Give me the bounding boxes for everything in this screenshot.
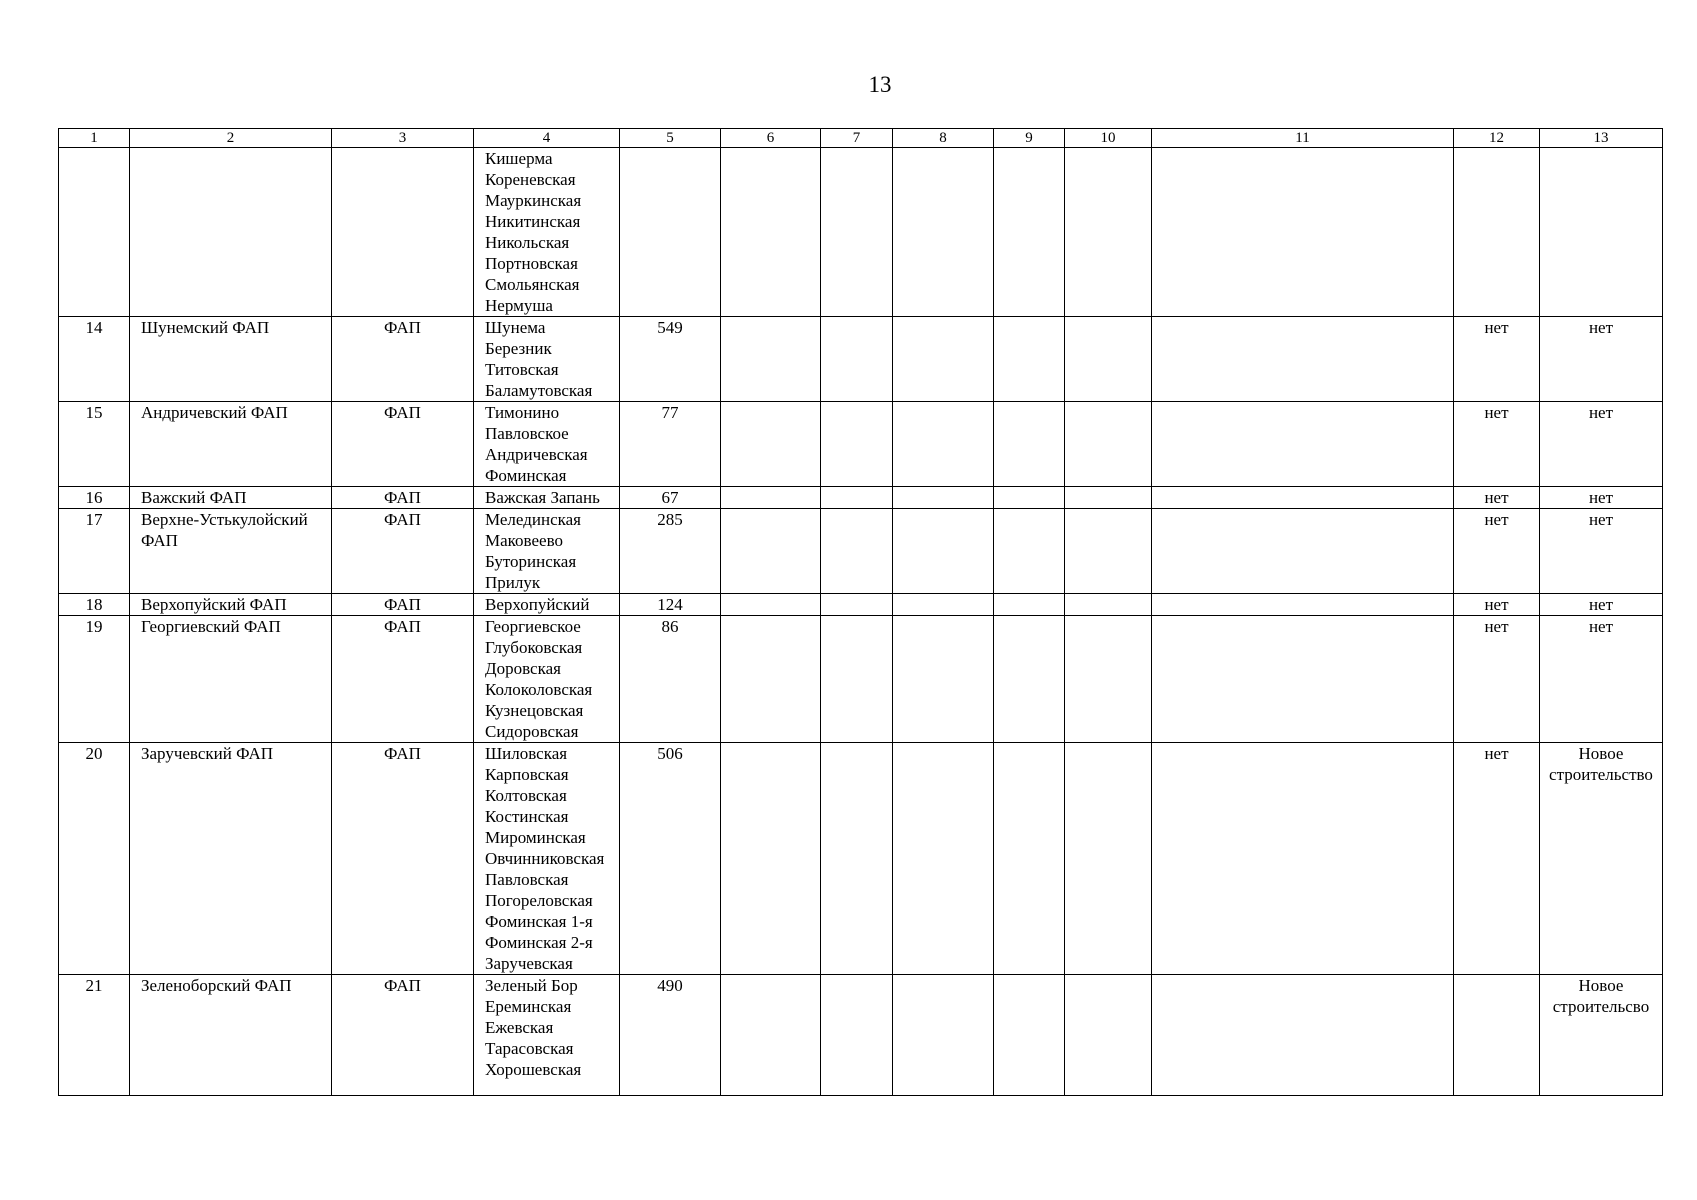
facility-name-cell: Верхопуйский ФАП [130,594,332,616]
column-12-cell: нет [1454,402,1540,487]
row-number-cell: 14 [59,317,130,402]
column-6-cell [721,743,821,975]
column-8-cell [893,594,994,616]
table-row [59,317,1663,402]
facility-type-cell: ФАП [332,487,474,509]
settlement-name: Ежевская [485,1018,554,1037]
column-number-row [59,129,1663,148]
settlement-name: Погореловская [485,891,593,910]
column-9-cell [994,975,1065,1096]
settlement-name: Павловская [485,870,569,889]
facility-type-cell: ФАП [332,975,474,1096]
facility-name-cell: Георгиевский ФАП [130,616,332,743]
facility-name-cell: Верхне-Устькулойский ФАП [130,509,332,594]
settlement-name: Маковеево [485,531,563,550]
table-row [59,616,1663,743]
column-13-cell [1540,148,1663,317]
column-10-cell [1065,594,1152,616]
column-13-cell [1540,975,1663,1096]
population-cell: 86 [620,616,721,743]
column-13-text: нет [1588,510,1614,529]
column-8-cell [893,487,994,509]
column-header: 8 [893,129,994,148]
facility-name-cell: Зеленоборский ФАП [130,975,332,1096]
settlement-name: Андричевская [485,445,588,464]
column-8-cell [893,509,994,594]
settlement-name: Портновская [485,254,578,273]
column-13-text: Новое [1578,976,1624,995]
settlement-name: Верхопуйский [485,595,590,614]
column-13-text: нет [1588,318,1614,337]
row-number-cell: 21 [59,975,130,1096]
column-13-text: нет [1588,403,1614,422]
settlement-name: Важская Запань [485,488,600,507]
column-6-cell [721,402,821,487]
column-10-cell [1065,975,1152,1096]
column-header: 11 [1152,129,1454,148]
population-cell: 285 [620,509,721,594]
settlement-name: Карповская [485,765,569,784]
settlement-name: Колоколовская [485,680,593,699]
facility-type-cell: ФАП [332,616,474,743]
column-6-cell [721,317,821,402]
column-10-cell [1065,616,1152,743]
column-13-cell [1540,487,1663,509]
settlement-name: Ереминская [485,997,572,1016]
settlement-name: Никольская [485,233,570,252]
column-13-cell [1540,616,1663,743]
facility-type-cell: ФАП [332,402,474,487]
column-9-cell [994,148,1065,317]
column-8-cell [893,743,994,975]
column-11-cell [1152,594,1454,616]
column-9-cell [994,487,1065,509]
settlement-name: Фоминская [485,466,567,485]
column-6-cell [721,975,821,1096]
column-8-cell [893,616,994,743]
column-13-cell [1540,743,1663,975]
settlements-cell [474,148,620,317]
column-13-cell [1540,509,1663,594]
settlements-cell [474,975,620,1096]
settlement-name: Нермуша [485,296,553,315]
settlements-cell [474,743,620,975]
table-row [59,975,1663,1096]
settlement-name: Костинская [485,807,569,826]
column-header: 9 [994,129,1065,148]
population-cell: 67 [620,487,721,509]
column-8-cell [893,317,994,402]
settlement-name: Павловское [485,424,569,443]
facility-type-cell: ФАП [332,594,474,616]
settlements-cell [474,402,620,487]
column-8-cell [893,148,994,317]
settlement-name: Доровская [485,659,561,678]
settlement-name: Колтовская [485,786,567,805]
settlement-name: Шиловская [485,744,568,763]
column-13-text: нет [1588,488,1614,507]
column-13-text: Новое [1578,744,1624,763]
settlement-name: Хорошевская [485,1060,582,1079]
settlement-name: Мелединская [485,510,581,529]
column-11-cell [1152,975,1454,1096]
column-10-cell [1065,509,1152,594]
settlements-cell [474,317,620,402]
settlement-name: Глубоковская [485,638,583,657]
column-12-cell: нет [1454,509,1540,594]
table-row [59,743,1663,975]
column-7-cell [821,509,893,594]
column-6-cell [721,509,821,594]
column-7-cell [821,975,893,1096]
column-12-cell [1454,975,1540,1096]
settlements-cell [474,594,620,616]
settlement-name: Сидоровская [485,722,579,741]
facilities-table [58,128,1663,1096]
facility-type-cell: ФАП [332,509,474,594]
column-header: 4 [474,129,620,148]
column-6-cell [721,487,821,509]
column-13-text: строительство [1549,765,1653,784]
column-9-cell [994,317,1065,402]
column-7-cell [821,616,893,743]
row-number-cell: 19 [59,616,130,743]
table-body [59,148,1663,1096]
row-number-cell: 16 [59,487,130,509]
column-6-cell [721,148,821,317]
population-cell [620,148,721,317]
settlement-name: Мироминская [485,828,586,847]
column-header: 13 [1540,129,1663,148]
facility-name-cell: Шунемский ФАП [130,317,332,402]
settlement-name: Шунема [485,318,546,337]
column-9-cell [994,616,1065,743]
column-12-cell: нет [1454,743,1540,975]
column-12-cell: нет [1454,317,1540,402]
table-row [59,594,1663,616]
table-row [59,402,1663,487]
column-header: 3 [332,129,474,148]
population-cell: 506 [620,743,721,975]
facility-type-cell: ФАП [332,743,474,975]
column-7-cell [821,487,893,509]
settlement-name: Георгиевское [485,617,581,636]
column-7-cell [821,594,893,616]
column-header: 5 [620,129,721,148]
column-10-cell [1065,487,1152,509]
population-cell: 77 [620,402,721,487]
facility-type-cell [332,148,474,317]
table-row [59,487,1663,509]
settlement-name: Смольянская [485,275,580,294]
settlement-name: Фоминская 1-я [485,912,593,931]
column-13-text: нет [1588,595,1614,614]
table-row [59,509,1663,594]
column-13-cell [1540,402,1663,487]
column-header: 6 [721,129,821,148]
settlement-name: Тимонино [485,403,560,422]
settlement-name: Зеленый Бор [485,976,578,995]
column-7-cell [821,402,893,487]
column-header: 7 [821,129,893,148]
settlement-name: Никитинская [485,212,581,231]
facility-name-cell: Заручевский ФАП [130,743,332,975]
page-number: 13 [868,72,892,97]
settlement-name: Овчинниковская [485,849,605,868]
column-11-cell [1152,402,1454,487]
column-11-cell [1152,317,1454,402]
settlement-name: Титовская [485,360,559,379]
column-9-cell [994,509,1065,594]
column-11-cell [1152,148,1454,317]
row-number-cell: 15 [59,402,130,487]
column-10-cell [1065,402,1152,487]
column-9-cell [994,743,1065,975]
column-header: 1 [59,129,130,148]
column-6-cell [721,616,821,743]
population-cell: 549 [620,317,721,402]
table-row [59,148,1663,317]
column-header: 10 [1065,129,1152,148]
settlements-cell [474,487,620,509]
row-number-cell [59,148,130,317]
column-11-cell [1152,616,1454,743]
column-11-cell [1152,487,1454,509]
column-header: 2 [130,129,332,148]
settlement-name: Баламутовская [485,381,593,400]
column-12-cell: нет [1454,616,1540,743]
settlement-name: Фоминская 2-я [485,933,593,952]
settlement-name: Прилук [485,573,541,592]
facility-name-cell [130,148,332,317]
row-number-cell: 17 [59,509,130,594]
column-13-text: строительсво [1552,997,1650,1016]
column-10-cell [1065,743,1152,975]
column-12-cell: нет [1454,594,1540,616]
column-7-cell [821,317,893,402]
settlement-name: Буторинская [485,552,577,571]
column-9-cell [994,402,1065,487]
settlement-name: Кишерма [485,149,553,168]
column-13-text: нет [1588,617,1614,636]
settlement-name: Тарасовская [485,1039,574,1058]
column-10-cell [1065,148,1152,317]
column-13-cell [1540,594,1663,616]
settlements-cell [474,616,620,743]
settlement-name: Березник [485,339,552,358]
column-11-cell [1152,509,1454,594]
column-9-cell [994,594,1065,616]
column-12-cell [1454,148,1540,317]
facility-name-cell: Важский ФАП [130,487,332,509]
column-11-cell [1152,743,1454,975]
column-13-cell [1540,317,1663,402]
population-cell: 124 [620,594,721,616]
column-header: 12 [1454,129,1540,148]
column-7-cell [821,148,893,317]
row-number-cell: 18 [59,594,130,616]
column-10-cell [1065,317,1152,402]
row-number-cell: 20 [59,743,130,975]
column-8-cell [893,975,994,1096]
column-7-cell [821,743,893,975]
settlement-name: Мауркинская [485,191,582,210]
population-cell: 490 [620,975,721,1096]
settlements-cell [474,509,620,594]
column-6-cell [721,594,821,616]
facility-name-cell: Андричевский ФАП [130,402,332,487]
settlement-name: Кореневская [485,170,576,189]
settlement-name: Кузнецовская [485,701,584,720]
column-8-cell [893,402,994,487]
facility-type-cell: ФАП [332,317,474,402]
settlement-name: Заручевская [485,954,573,973]
column-12-cell: нет [1454,487,1540,509]
